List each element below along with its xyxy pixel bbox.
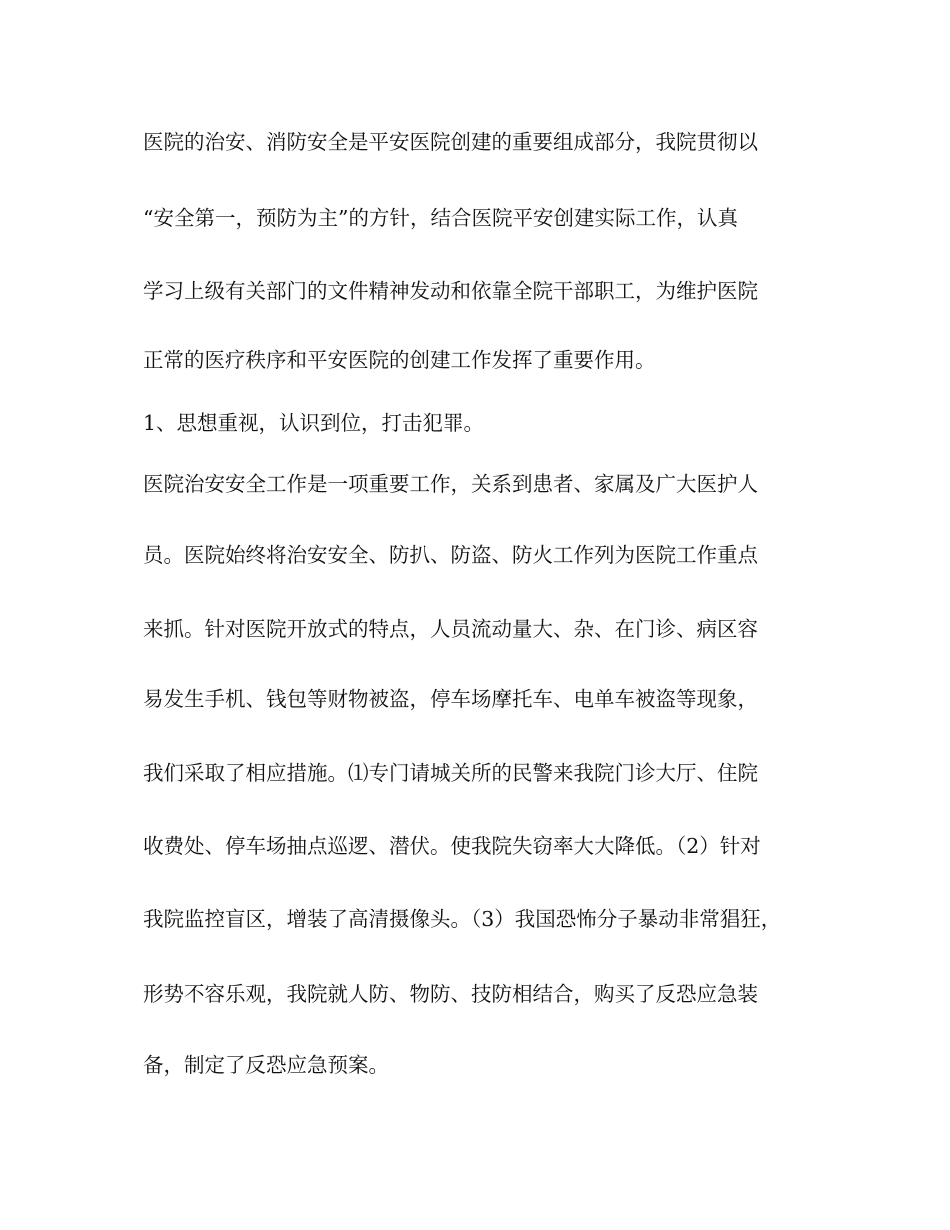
paragraph-2-line-2: 员。医院始终将治安安全、防扒、防盗、防火工作列为医院工作重点 (143, 543, 758, 567)
paragraph-2-line-6: 收费处、停车场抽点巡逻、潜伏。使我院失窃率大大降低。（2）针对 (143, 834, 761, 858)
paragraph-2-line-5: 我们采取了相应措施。⑴专门请城关所的民警来我院门诊大厅、住院 (143, 761, 758, 785)
paragraph-2-line-9: 备，制定了反恐应急预案。 (143, 1053, 389, 1077)
paragraph-2-line-7: 我院监控盲区，增装了高清摄像头。（3）我国恐怖分子暴动非常猖狂， (143, 907, 782, 931)
paragraph-2-line-8: 形势不容乐观，我院就人防、物防、技防相结合，购买了反恐应急装 (143, 982, 758, 1006)
paragraph-1-line-1: 医院的治安、消防安全是平安医院创建的重要组成部分，我院贯彻以 (143, 130, 758, 154)
section-heading-1: 1、思想重视，认识到位，打击犯罪。 (143, 411, 485, 435)
paragraph-2-line-1: 医院治安安全工作是一项重要工作，关系到患者、家属及广大医护人 (143, 472, 758, 496)
paragraph-1-line-3: 学习上级有关部门的文件精神发动和依靠全院干部职工，为维护医院 (143, 279, 758, 303)
paragraph-2-line-3: 来抓。针对医院开放式的特点，人员流动量大、杂、在门诊、病区容 (143, 617, 758, 641)
paragraph-1-line-2: “安全第一，预防为主”的方针，结合医院平安创建实际工作，认真 (143, 206, 738, 230)
paragraph-2-line-4: 易发生手机、钱包等财物被盗，停车场摩托车、电单车被盗等现象， (143, 687, 758, 711)
paragraph-1-line-4: 正常的医疗秩序和平安医院的创建工作发挥了重要作用。 (143, 348, 656, 372)
